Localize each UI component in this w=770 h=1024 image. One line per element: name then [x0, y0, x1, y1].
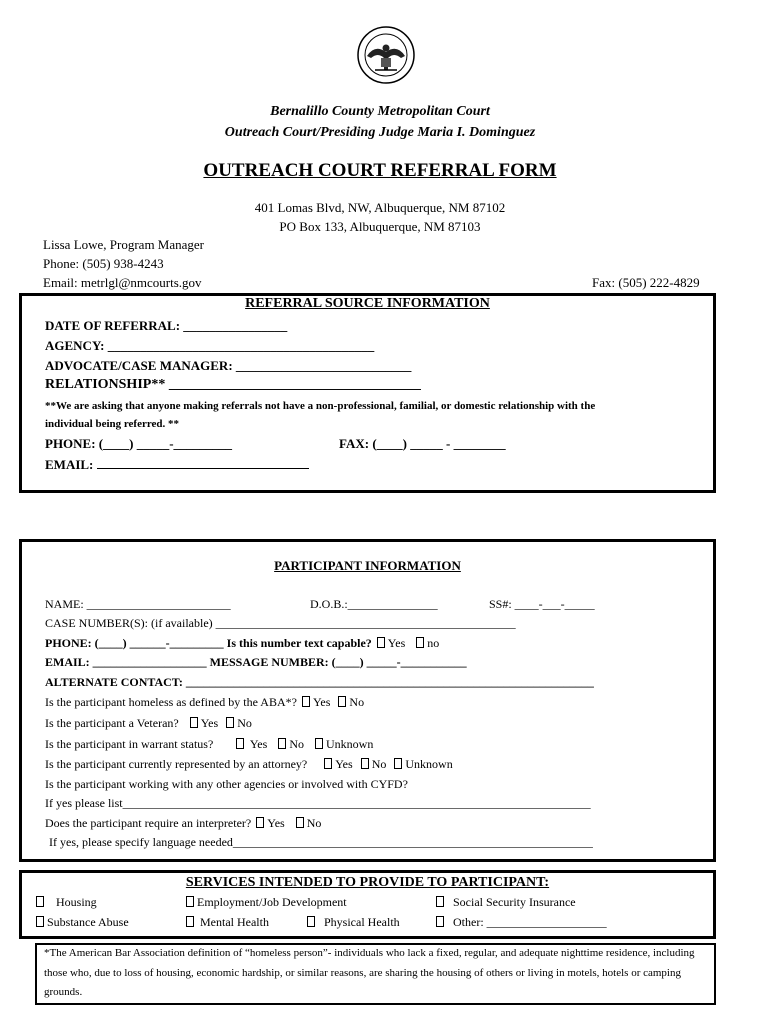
attorney-yes-checkbox[interactable] — [324, 758, 332, 769]
homeless-no-label: No — [349, 695, 365, 709]
referral-phone-field[interactable]: PHONE: (____) _____-_________ — [45, 436, 233, 451]
attorney-unknown-label: Unknown — [405, 757, 453, 771]
warrant-unknown-label: Unknown — [325, 737, 374, 751]
warrant-question-text: Is the participant in warrant status? — [45, 737, 214, 751]
warrant-yes-label: Yes — [249, 737, 268, 751]
warrant-no-label: No — [289, 737, 304, 751]
ssi-label: Social Security Insurance — [453, 895, 576, 909]
attorney-yes-label: Yes — [335, 757, 353, 771]
judge-name: Outreach Court/Presiding Judge Maria I. Dominguez — [224, 125, 536, 140]
homeless-yes-checkbox[interactable] — [302, 696, 310, 707]
language-field[interactable]: If yes, please specify language needed____________________________________________________________ — [49, 835, 593, 849]
interpreter-no-label: No — [306, 816, 322, 830]
relationship-field[interactable]: RELATIONSHIP** ____________________________________ — [45, 377, 421, 392]
agency-field[interactable]: AGENCY: _________________________________________ — [45, 338, 375, 353]
employment-label: Employment/Job Development — [197, 895, 347, 909]
address-line-2: PO Box 133, Albuquerque, NM 87103 — [279, 219, 481, 234]
attorney-no-checkbox[interactable] — [361, 758, 369, 769]
referral-email-field[interactable] — [45, 456, 309, 473]
housing-label: Housing — [56, 895, 97, 909]
other-checkbox[interactable] — [436, 916, 444, 927]
address-line-1: 401 Lomas Blvd, NW, Albuquerque, NM 87102 — [254, 200, 506, 215]
participant-email-message-field[interactable]: EMAIL: ___________________ MESSAGE NUMBER: (____) _____-___________ — [45, 655, 467, 669]
court-name: Bernalillo County Metropolitan Court — [270, 104, 490, 119]
interpreter-yes-label: Yes — [267, 816, 285, 830]
substance-checkbox[interactable] — [36, 916, 44, 927]
veteran-yes-checkbox[interactable] — [190, 717, 198, 728]
veteran-yes-label: Yes — [200, 716, 219, 730]
employment-checkbox[interactable] — [186, 896, 194, 907]
relationship-note-line-2: individual being referred. ** — [45, 418, 180, 430]
attorney-no-label: No — [371, 757, 387, 771]
veteran-no-label: No — [237, 716, 252, 730]
participant-name-field[interactable]: NAME: ________________________ — [45, 597, 231, 611]
services-section — [19, 870, 716, 939]
agencies-question: Is the participant working with any other agencies or involved with CYFD? — [45, 777, 408, 791]
relationship-note-line-1: **We are asking that anyone making referrals not have a non-professional, familial, or domestic relationship with the — [45, 400, 596, 412]
homeless-yes-label: Yes — [312, 695, 331, 709]
manager-phone: Phone: (505) 938-4243 — [43, 256, 164, 271]
services-section-title: SERVICES INTENDED TO PROVIDE TO PARTICIPANT: — [185, 875, 550, 890]
text-capable-no-label: no — [427, 636, 440, 650]
service-employment — [184, 895, 347, 910]
program-manager: Lissa Lowe, Program Manager — [43, 237, 205, 252]
veteran-no-checkbox[interactable] — [226, 717, 234, 728]
interpreter-yes-checkbox[interactable] — [256, 817, 264, 828]
manager-email: Email: metrlgl@nmcourts.gov — [43, 275, 202, 290]
service-housing — [34, 895, 97, 910]
participant-phone-field[interactable]: PHONE: (____) ______-_________ Is this number text capable? — [45, 636, 372, 650]
referral-source-section — [19, 293, 716, 493]
other-field[interactable]: Other: ____________________ — [453, 915, 607, 929]
participant-dob-field[interactable]: D.O.B.:_______________ — [310, 597, 438, 611]
mental-label: Mental Health — [200, 915, 269, 929]
text-capable-yes-label: Yes — [387, 636, 406, 650]
attorney-unknown-checkbox[interactable] — [394, 758, 402, 769]
attorney-question — [45, 757, 453, 772]
referral-email-label: EMAIL: — [45, 457, 97, 472]
referral-section-title: REFERRAL SOURCE INFORMATION — [245, 296, 490, 311]
physical-checkbox[interactable] — [307, 916, 315, 927]
referral-email-line — [97, 456, 309, 469]
service-substance — [34, 915, 129, 930]
advocate-field[interactable]: ADVOCATE/CASE MANAGER: ___________________________ — [45, 358, 412, 373]
participant-phone-row — [45, 636, 439, 651]
interpreter-no-checkbox[interactable] — [296, 817, 304, 828]
homeless-no-checkbox[interactable] — [338, 696, 346, 707]
participant-section-title: PARTICIPANT INFORMATION — [274, 558, 461, 573]
warrant-no-checkbox[interactable] — [278, 738, 286, 749]
service-mental — [184, 915, 269, 930]
form-title: OUTREACH COURT REFERRAL FORM — [203, 160, 557, 181]
interpreter-question — [45, 816, 321, 831]
homeless-question-text: Is the participant homeless as defined by the ABA*? — [45, 695, 297, 709]
ssi-checkbox[interactable] — [436, 896, 444, 907]
interpreter-question-text: Does the participant require an interpreter? — [45, 816, 252, 830]
mental-checkbox[interactable] — [186, 916, 194, 927]
veteran-question — [45, 716, 252, 731]
warrant-unknown-checkbox[interactable] — [315, 738, 323, 749]
manager-fax: Fax: (505) 222-4829 — [592, 275, 700, 290]
substance-label: Substance Abuse — [47, 915, 129, 929]
agencies-list-field[interactable]: If yes please list______________________________________________________________________________ — [45, 796, 591, 810]
homeless-question — [45, 695, 364, 710]
warrant-yes-checkbox[interactable] — [236, 738, 244, 749]
housing-checkbox[interactable] — [36, 896, 44, 907]
veteran-question-text: Is the participant a Veteran? — [45, 716, 179, 730]
physical-label: Physical Health — [324, 915, 400, 929]
service-physical — [305, 915, 400, 930]
referral-fax-field[interactable]: FAX: (____) _____ - ________ — [339, 436, 506, 451]
homeless-definition-footnote: *The American Bar Association definition of “homeless person”- individuals who lack a fixed, regular, and adequate nighttime residence, including those who, due to loss of housing, economic hardship, or similar reasons, are sharing the housing of others or living in motels, hotels or camping grounds. — [44, 947, 695, 998]
attorney-question-text: Is the participant currently represented by an attorney? — [45, 757, 308, 771]
warrant-question — [45, 737, 373, 752]
case-number-field[interactable]: CASE NUMBER(S): (if available) __________________________________________________ — [45, 616, 516, 630]
text-capable-yes-checkbox[interactable] — [377, 637, 385, 648]
court-seal-logo — [357, 26, 415, 84]
alternate-contact-field[interactable]: ALTERNATE CONTACT: ____________________________________________________________________ — [45, 675, 594, 689]
date-of-referral-field[interactable]: DATE OF REFERRAL: ________________ — [45, 318, 288, 333]
participant-section — [19, 539, 716, 862]
service-ssi — [434, 895, 576, 910]
service-other — [434, 915, 607, 930]
text-capable-no-checkbox[interactable] — [416, 637, 424, 648]
participant-ss-field[interactable]: SS#: ____-___-_____ — [489, 597, 595, 611]
